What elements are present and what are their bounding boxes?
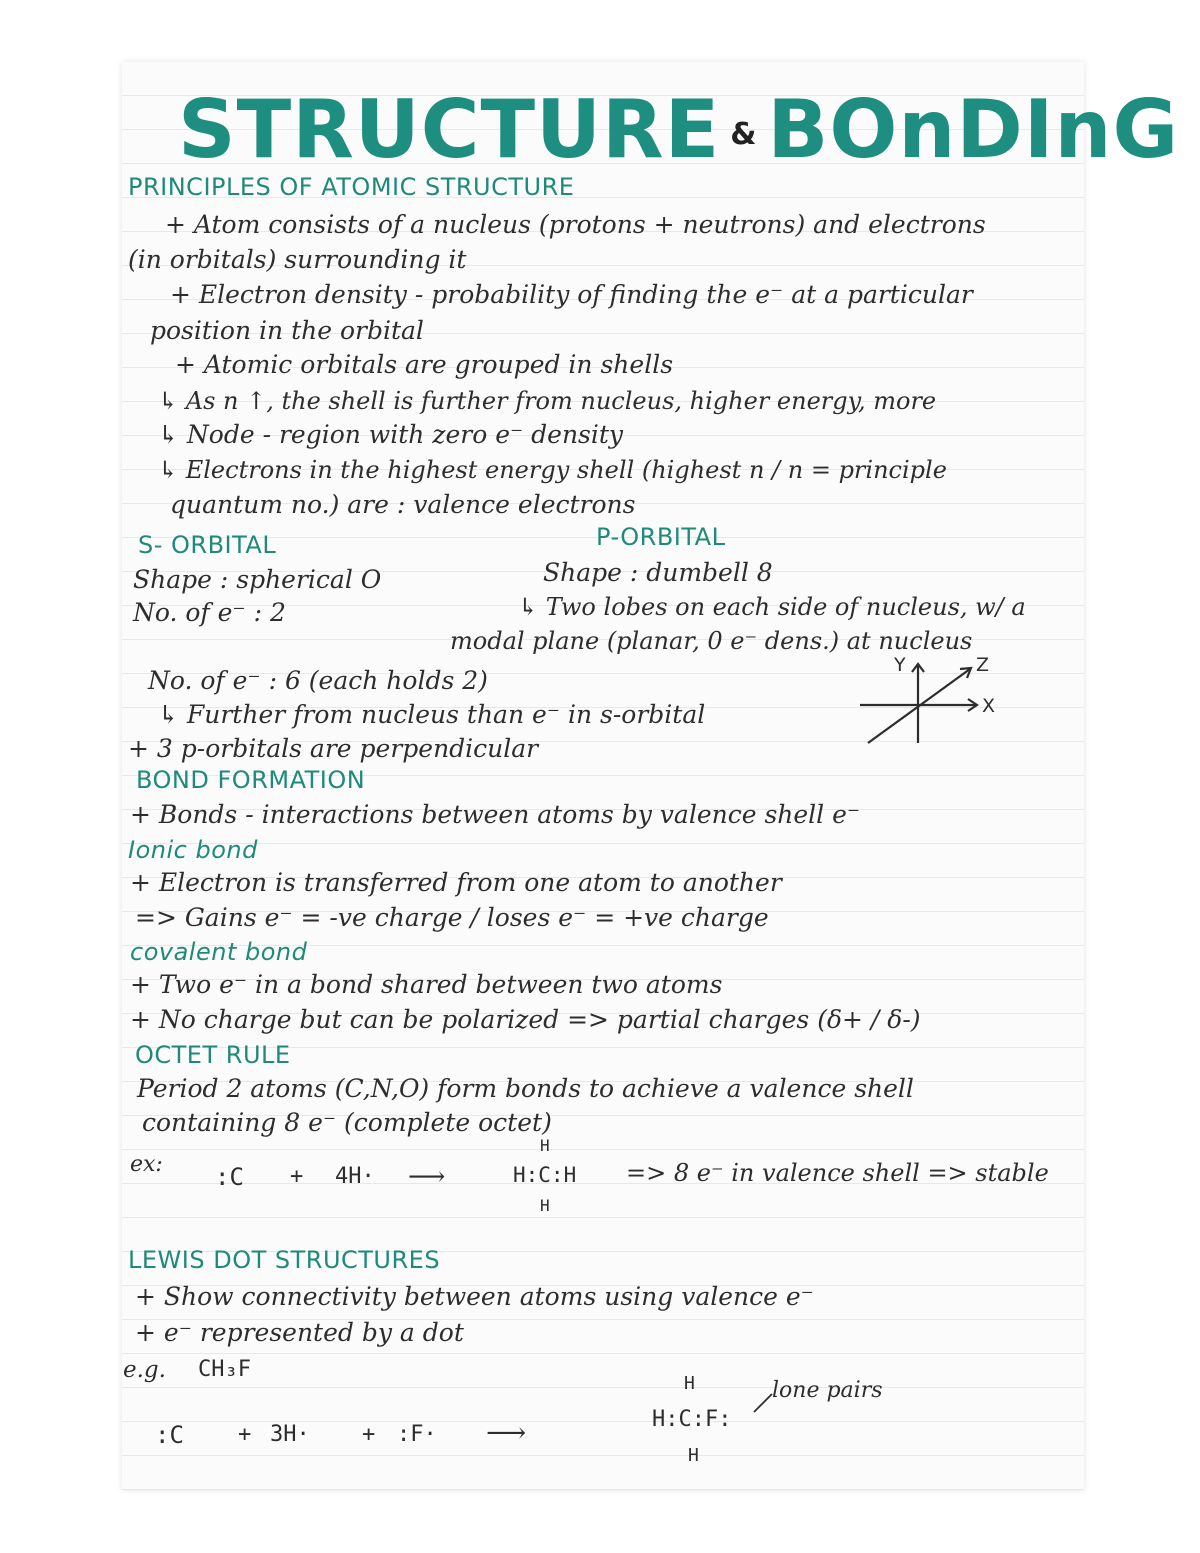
bond-formation-heading: BOND FORMATION (136, 766, 366, 794)
s-orbital-shape: Shape : spherical O (133, 565, 382, 594)
ionic-line-1: + Electron is transferred from one atom to another (130, 868, 782, 897)
lewis-plus-2: + (362, 1422, 376, 1447)
p-orbital-perpendicular: + 3 p-orbitals are perpendicular (128, 734, 539, 763)
lewis-line-2: + e⁻ represented by a dot (135, 1318, 464, 1347)
octet-product-h-top: H (540, 1136, 550, 1155)
lewis-product-h-top: H (684, 1373, 695, 1394)
principles-line-7: ↳ Node - region with zero e⁻ density (158, 420, 624, 449)
p-orbital-lobes: ↳ Two lobes on each side of nucleus, w/ a (518, 593, 1026, 621)
octet-reactant-carbon: :C (215, 1163, 244, 1191)
principles-line-2: (in orbitals) surrounding it (128, 245, 467, 274)
lewis-reactant-carbon: :C (155, 1421, 184, 1449)
principles-line-4: position in the orbital (150, 316, 424, 345)
lewis-product-h-bottom: H (688, 1445, 699, 1466)
octet-rule-heading: OCTET RULE (135, 1041, 291, 1069)
principles-line-8: ↳ Electrons in the highest energy shell (highest n / n = principle (158, 456, 947, 484)
lewis-product-ch3f: H:C:F: (652, 1407, 732, 1432)
octet-arrow: ⟶ (408, 1162, 446, 1192)
x-axis-label: X (982, 695, 996, 717)
covalent-line-1: + Two e⁻ in a bond shared between two atoms (130, 970, 723, 999)
octet-result: => 8 e⁻ in valence shell => stable (626, 1159, 1049, 1187)
title-main: STRUCTURE (178, 83, 721, 176)
p-orbital-further: ↳ Further from nucleus than e⁻ in s-orbital (158, 700, 706, 729)
lewis-reactant-fluorine: :F· (397, 1422, 437, 1447)
covalent-bond-heading: covalent bond (130, 938, 308, 966)
lone-pairs-label: lone pairs (772, 1378, 883, 1403)
lewis-plus-1: + (238, 1422, 252, 1447)
lone-pairs-pointer (752, 1392, 774, 1416)
ionic-bond-heading: Ionic bond (128, 836, 258, 864)
p-orbital-electrons: No. of e⁻ : 6 (each holds 2) (148, 666, 488, 695)
lewis-heading: LEWIS DOT STRUCTURES (128, 1246, 441, 1274)
y-axis-label: Y (894, 655, 906, 676)
principles-line-6: ↳ As n ↑, the shell is further from nucleus, higher energy, more (158, 387, 937, 415)
p-orbital-heading: P-ORBITAL (596, 523, 726, 551)
ionic-line-2: => Gains e⁻ = -ve charge / loses e⁻ = +ve charge (135, 903, 769, 932)
lewis-eg-formula: CH₃F (198, 1357, 251, 1382)
title-second: BOnDInG (767, 83, 1180, 176)
octet-product-methane: H:C:H (513, 1163, 577, 1187)
s-orbital-electrons: No. of e⁻ : 2 (133, 598, 286, 627)
octet-plus: + (290, 1164, 304, 1189)
octet-reactant-hydrogen: 4H· (335, 1164, 375, 1189)
octet-example-label: ex: (130, 1152, 163, 1177)
octet-line-2: containing 8 e⁻ (complete octet) (142, 1108, 552, 1137)
octet-line-1: Period 2 atoms (C,N,O) form bonds to achieve a valence shell (137, 1074, 914, 1103)
principles-line-1: + Atom consists of a nucleus (protons + neutrons) and electrons (165, 210, 986, 239)
lewis-eg-label: e.g. (123, 1357, 166, 1383)
lewis-reactant-hydrogen: 3H· (270, 1422, 310, 1447)
lewis-line-1: + Show connectivity between atoms using valence e⁻ (135, 1282, 814, 1311)
title-ampersand: & (730, 117, 758, 153)
covalent-line-2: + No charge but can be polarized => partial charges (δ+ / δ-) (130, 1005, 921, 1034)
lewis-arrow: ⟶ (486, 1416, 527, 1449)
page-title (178, 82, 1179, 183)
principles-line-3: + Electron density - probability of finding the e⁻ at a particular (170, 280, 973, 309)
principles-line-5: + Atomic orbitals are grouped in shells (175, 350, 674, 379)
p-orbital-modal-plane: modal plane (planar, 0 e⁻ dens.) at nucleus (450, 627, 973, 655)
bond-formation-line: + Bonds - interactions between atoms by valence shell e⁻ (130, 800, 861, 829)
xyz-axes-diagram (858, 655, 1008, 750)
principles-line-9: quantum no.) are : valence electrons (170, 490, 636, 519)
principles-heading: PRINCIPLES OF ATOMIC STRUCTURE (128, 173, 575, 201)
z-axis-label: Z (976, 655, 990, 676)
octet-product-h-bottom: H (540, 1196, 550, 1215)
s-orbital-heading: S- ORBITAL (138, 531, 277, 559)
p-orbital-shape: Shape : dumbell 8 (543, 558, 773, 587)
